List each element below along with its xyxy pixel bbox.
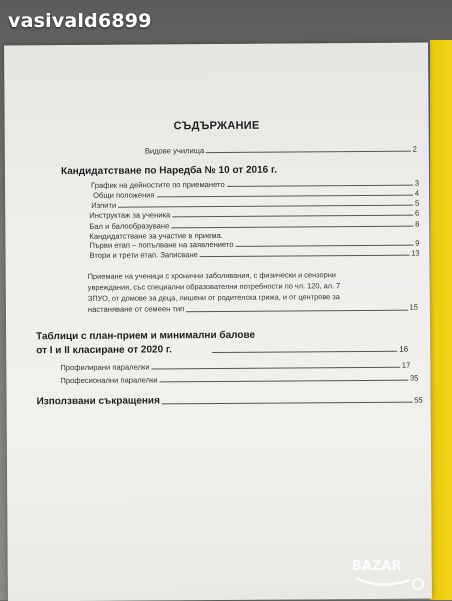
toc-row-page: 13 (411, 248, 420, 258)
toc-leader (212, 350, 397, 353)
toc-row-label: График на дейностите по приемането (91, 179, 225, 190)
toc-row-page: 9 (415, 238, 420, 248)
toc-leader (171, 225, 413, 229)
toc-leader (227, 184, 413, 187)
toc-row-label: Изпити (91, 200, 117, 210)
toc-row (60, 374, 418, 385)
toc-leader (206, 150, 410, 153)
paragraph-last-line (88, 302, 418, 315)
toc-row-page: 3 (414, 178, 420, 188)
seller-watermark: vasivald6899 (8, 10, 152, 32)
section-abbreviations (37, 394, 423, 408)
book-page (4, 43, 432, 601)
toc-leader (162, 401, 412, 405)
toc-row-page: 15 (409, 302, 418, 312)
book-cover-edge (430, 40, 452, 600)
section-abbreviations-title: Използвани съкращения (36, 395, 160, 408)
section-title-line: от I и II класиране от 2020 г. (36, 344, 172, 357)
toc-row-label: Видове училища (144, 146, 205, 156)
toc-row-label: Бал и балообразуване (89, 221, 170, 231)
toc-row-label: Първи етап – попълване на заявлението (89, 239, 234, 250)
toc-leader (186, 309, 407, 313)
bazar-logo (350, 552, 434, 596)
bazar-logo-swoosh (356, 578, 410, 585)
toc-leader (118, 204, 413, 208)
toc-row-page: 55 (414, 395, 423, 405)
toc-row-school-types (145, 145, 417, 156)
bazar-logo-text: BAZAR (352, 559, 402, 574)
toc-row-label: Втори и трети етап. Записване (89, 250, 198, 260)
bazar-logo-circle (413, 579, 423, 589)
toc-row (89, 220, 419, 231)
toc-row-label: Кандидатстване за участие в приема. (89, 230, 223, 241)
section-tables-title-line1: Таблици с план-прием и минимални балове (36, 329, 256, 343)
toc-leader (200, 254, 409, 257)
section-tables-title-line2 (36, 343, 408, 357)
toc-row-page: 16 (399, 344, 409, 354)
toc-leader (172, 214, 413, 218)
toc-row-label: Инструктаж за ученика (89, 210, 171, 220)
toc-row-label: Общи положения (93, 190, 155, 200)
paragraph-line: увреждания, със специални образователни потребности по чл. 120, ал. 7 (87, 281, 341, 292)
special-admission-paragraph (88, 269, 418, 315)
toc-row (60, 361, 410, 372)
toc-leader (157, 194, 413, 198)
paragraph-line: настаняване от семеен тип (87, 304, 185, 314)
toc-row-label: Професионални паралелки (60, 375, 158, 386)
toc-leader (236, 244, 414, 247)
toc-row (89, 209, 419, 220)
toc-row-page: 5 (414, 198, 420, 208)
toc-row-page: 35 (409, 373, 419, 383)
toc-row-label: Профилирани паралелки (60, 362, 150, 373)
paragraph-line: ЗПУО, от домове за деца, лишени от родителска грижа, и от центрове за (87, 292, 340, 303)
paragraph-line: Приемане на ученици с хронични заболявания, с физически и сензорни (87, 270, 336, 281)
toc-row-page: 6 (414, 208, 420, 218)
toc-row-page: 4 (414, 188, 420, 198)
toc-row-page: 17 (401, 360, 411, 370)
section-admission-title: Кандидатстване по Наредба № 10 от 2016 г. (60, 164, 277, 178)
page-title: СЪДЪРЖАНИЕ (173, 119, 260, 133)
toc-leader (160, 379, 408, 383)
toc-row-page: 2 (412, 144, 417, 154)
toc-row-page: 8 (415, 219, 420, 229)
toc-leader (152, 366, 400, 370)
toc-row (90, 249, 420, 260)
